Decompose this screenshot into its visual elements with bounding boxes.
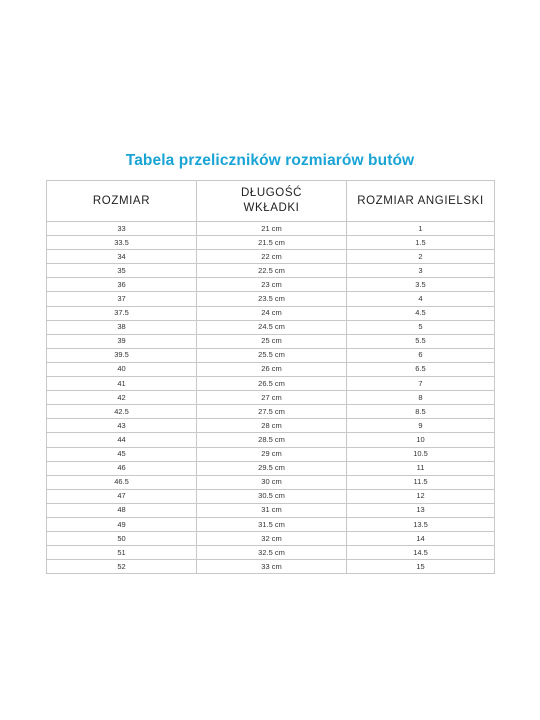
- cell-uk-size: 13: [347, 503, 495, 517]
- cell-size: 43: [47, 419, 197, 433]
- cell-size: 37: [47, 292, 197, 306]
- table-row: [47, 292, 495, 306]
- table-row: [47, 236, 495, 250]
- cell-size: 40: [47, 362, 197, 376]
- cell-size: 44: [47, 433, 197, 447]
- table-row: [47, 503, 495, 517]
- table-row: [47, 447, 495, 461]
- table-row: [47, 278, 495, 292]
- cell-size: 42: [47, 391, 197, 405]
- table-row: [47, 532, 495, 546]
- table-row: [47, 419, 495, 433]
- cell-size: 33: [47, 222, 197, 236]
- table-row: [47, 348, 495, 362]
- table-body: [47, 222, 495, 574]
- cell-uk-size: 11.5: [347, 475, 495, 489]
- cell-uk-size: 10.5: [347, 447, 495, 461]
- cell-uk-size: 1.5: [347, 236, 495, 250]
- cell-insole-length: 31 cm: [197, 503, 347, 517]
- table-row: [47, 306, 495, 320]
- cell-insole-length: 25.5 cm: [197, 348, 347, 362]
- cell-size: 49: [47, 517, 197, 531]
- cell-uk-size: 14.5: [347, 546, 495, 560]
- cell-insole-length: 30.5 cm: [197, 489, 347, 503]
- cell-insole-length: 30 cm: [197, 475, 347, 489]
- cell-size: 33.5: [47, 236, 197, 250]
- table-row: [47, 461, 495, 475]
- cell-insole-length: 21.5 cm: [197, 236, 347, 250]
- table-row: [47, 517, 495, 531]
- cell-uk-size: 7: [347, 377, 495, 391]
- page-title: Tabela przeliczników rozmiarów butów: [125, 152, 415, 169]
- cell-uk-size: 5.5: [347, 334, 495, 348]
- cell-size: 39: [47, 334, 197, 348]
- table-row: [47, 546, 495, 560]
- header-insole-length-line2: WKŁADKI: [243, 202, 300, 214]
- cell-size: 47: [47, 489, 197, 503]
- cell-size: 48: [47, 503, 197, 517]
- cell-uk-size: 2: [347, 250, 495, 264]
- table-row: [47, 250, 495, 264]
- cell-uk-size: 12: [347, 489, 495, 503]
- table-row: [47, 334, 495, 348]
- cell-insole-length: 25 cm: [197, 334, 347, 348]
- cell-insole-length: 27.5 cm: [197, 405, 347, 419]
- table-row: [47, 405, 495, 419]
- cell-uk-size: 11: [347, 461, 495, 475]
- cell-insole-length: 22.5 cm: [197, 264, 347, 278]
- cell-size: 51: [47, 546, 197, 560]
- cell-insole-length: 27 cm: [197, 391, 347, 405]
- size-conversion-table: [46, 180, 495, 574]
- cell-insole-length: 26 cm: [197, 362, 347, 376]
- cell-size: 36: [47, 278, 197, 292]
- header-insole-length-line1: DŁUGOŚĆ: [240, 187, 303, 199]
- cell-size: 39.5: [47, 348, 197, 362]
- cell-uk-size: 10: [347, 433, 495, 447]
- cell-uk-size: 3: [347, 264, 495, 278]
- header-size-label: ROZMIAR: [92, 194, 151, 207]
- header-size: [47, 181, 197, 222]
- cell-insole-length: 23.5 cm: [197, 292, 347, 306]
- cell-insole-length: 26.5 cm: [197, 377, 347, 391]
- cell-uk-size: 4: [347, 292, 495, 306]
- cell-insole-length: 28.5 cm: [197, 433, 347, 447]
- cell-uk-size: 13.5: [347, 517, 495, 531]
- cell-insole-length: 21 cm: [197, 222, 347, 236]
- cell-size: 38: [47, 320, 197, 334]
- cell-uk-size: 5: [347, 320, 495, 334]
- cell-uk-size: 8: [347, 391, 495, 405]
- cell-size: 46.5: [47, 475, 197, 489]
- cell-uk-size: 6.5: [347, 362, 495, 376]
- cell-insole-length: 24.5 cm: [197, 320, 347, 334]
- cell-insole-length: 24 cm: [197, 306, 347, 320]
- table-row: [47, 362, 495, 376]
- cell-size: 42.5: [47, 405, 197, 419]
- cell-size: 35: [47, 264, 197, 278]
- table-row: [47, 560, 495, 574]
- table-row: [47, 264, 495, 278]
- table-header-row: [47, 181, 495, 222]
- table-row: [47, 475, 495, 489]
- cell-insole-length: 31.5 cm: [197, 517, 347, 531]
- cell-uk-size: 14: [347, 532, 495, 546]
- cell-uk-size: 3.5: [347, 278, 495, 292]
- cell-size: 52: [47, 560, 197, 574]
- header-uk-size: [347, 181, 495, 222]
- cell-insole-length: 32 cm: [197, 532, 347, 546]
- cell-size: 34: [47, 250, 197, 264]
- cell-uk-size: 1: [347, 222, 495, 236]
- cell-uk-size: 9: [347, 419, 495, 433]
- cell-size: 41: [47, 377, 197, 391]
- cell-size: 45: [47, 447, 197, 461]
- cell-insole-length: 28 cm: [197, 419, 347, 433]
- cell-insole-length: 23 cm: [197, 278, 347, 292]
- table-row: [47, 433, 495, 447]
- cell-uk-size: 15: [347, 560, 495, 574]
- cell-size: 37.5: [47, 306, 197, 320]
- header-insole-length: [197, 181, 347, 222]
- cell-uk-size: 4.5: [347, 306, 495, 320]
- table-row: [47, 377, 495, 391]
- table-row: [47, 222, 495, 236]
- cell-insole-length: 29.5 cm: [197, 461, 347, 475]
- cell-uk-size: 6: [347, 348, 495, 362]
- cell-insole-length: 32.5 cm: [197, 546, 347, 560]
- table-row: [47, 320, 495, 334]
- cell-insole-length: 22 cm: [197, 250, 347, 264]
- cell-uk-size: 8.5: [347, 405, 495, 419]
- table-row: [47, 489, 495, 503]
- cell-size: 46: [47, 461, 197, 475]
- table-row: [47, 391, 495, 405]
- cell-insole-length: 29 cm: [197, 447, 347, 461]
- cell-size: 50: [47, 532, 197, 546]
- header-uk-size-label: ROZMIAR ANGIELSKI: [357, 194, 484, 207]
- cell-insole-length: 33 cm: [197, 560, 347, 574]
